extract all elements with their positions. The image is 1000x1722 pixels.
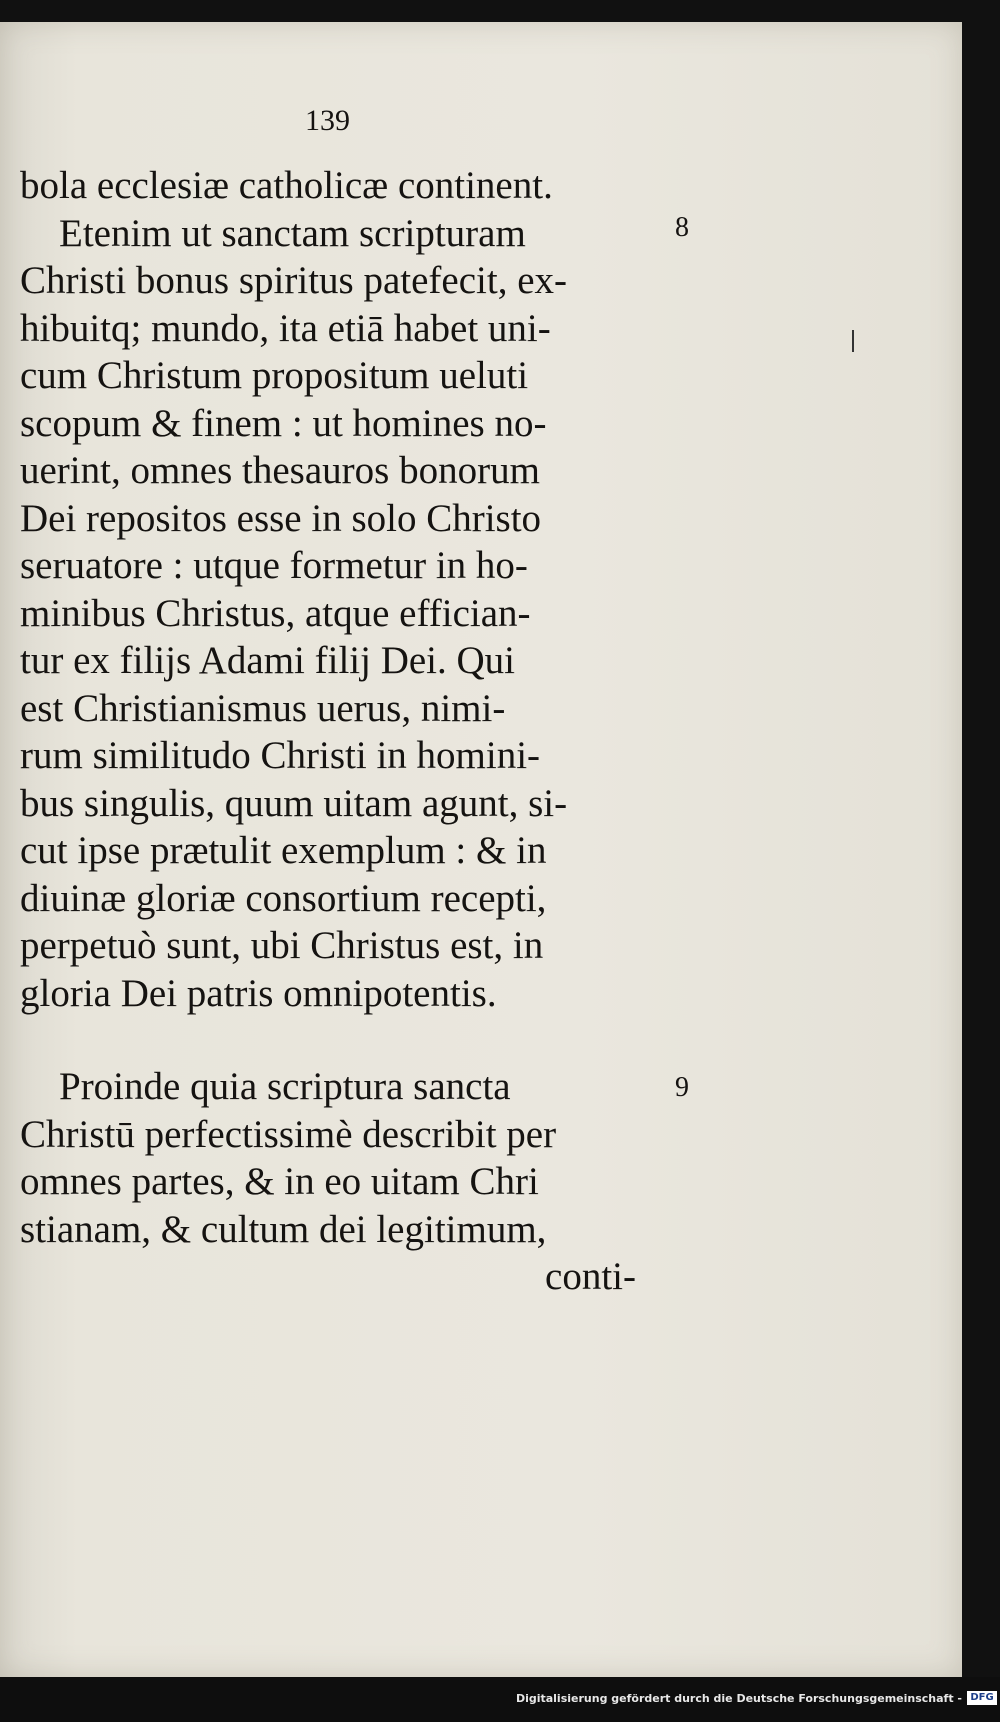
paragraph-gap — [20, 1017, 640, 1063]
text-line: Christi bonus spiritus patefecit, ex- — [20, 259, 567, 302]
text-line: omnes partes, & in eo uitam Chri — [20, 1160, 539, 1203]
margin-number-9: 9 — [675, 1072, 689, 1103]
margin-number-8: 8 — [675, 212, 689, 243]
text-line: est Christianismus uerus, nimi- — [20, 686, 506, 730]
text-line: minibus Christus, atque effician- — [20, 591, 531, 635]
text-line: scopum & finem : ut homines no- — [20, 401, 547, 445]
text-line: bus singulis, quum uitam agunt, si- — [20, 781, 568, 825]
text-line: diuinæ gloriæ consortium recepti, — [20, 876, 547, 920]
footer-bar — [0, 1677, 1000, 1722]
text-line: tur ex filijs Adami filij Dei. Qui — [20, 639, 516, 682]
text-line: Dei repositos esse in solo Christo — [20, 496, 542, 540]
main-text-block — [20, 162, 640, 1301]
funding-credit: Digitalisierung gefördert durch die Deutsche Forschungsgemeinschaft - — [515, 1692, 962, 1705]
text-line: cut ipse prætulit exemplum : & in — [20, 829, 547, 872]
text-line: stianam, & cultum dei legitimum, — [20, 1207, 547, 1251]
text-line: seruatore : utque formetur in ho- — [20, 544, 528, 587]
text-line: perpetuò sunt, ubi Christus est, in — [20, 924, 544, 967]
dfg-logo: DFG — [967, 1691, 997, 1705]
text-line: hibuitq; mundo, ita etiā habet uni- — [20, 306, 551, 350]
text-line: gloria Dei patris omnipotentis. — [20, 971, 497, 1015]
text-line: Etenim ut sanctam scripturam — [20, 211, 526, 255]
text-line: cum Christum propositum ueluti — [20, 354, 529, 397]
catchword: conti- — [545, 1255, 636, 1298]
text-line: bola ecclesiæ catholicæ continent. — [20, 164, 553, 207]
text-line: rum similitudo Christi in homini- — [20, 734, 541, 777]
text-line: uerint, omnes thesauros bonorum — [20, 449, 540, 492]
text-line: Proinde quia scriptura sancta — [20, 1065, 511, 1108]
book-page — [0, 22, 962, 1677]
page-number: 139 — [305, 104, 350, 137]
margin-mark-decoration — [852, 330, 854, 352]
text-line: Christū perfectissimè describit per — [20, 1112, 557, 1156]
